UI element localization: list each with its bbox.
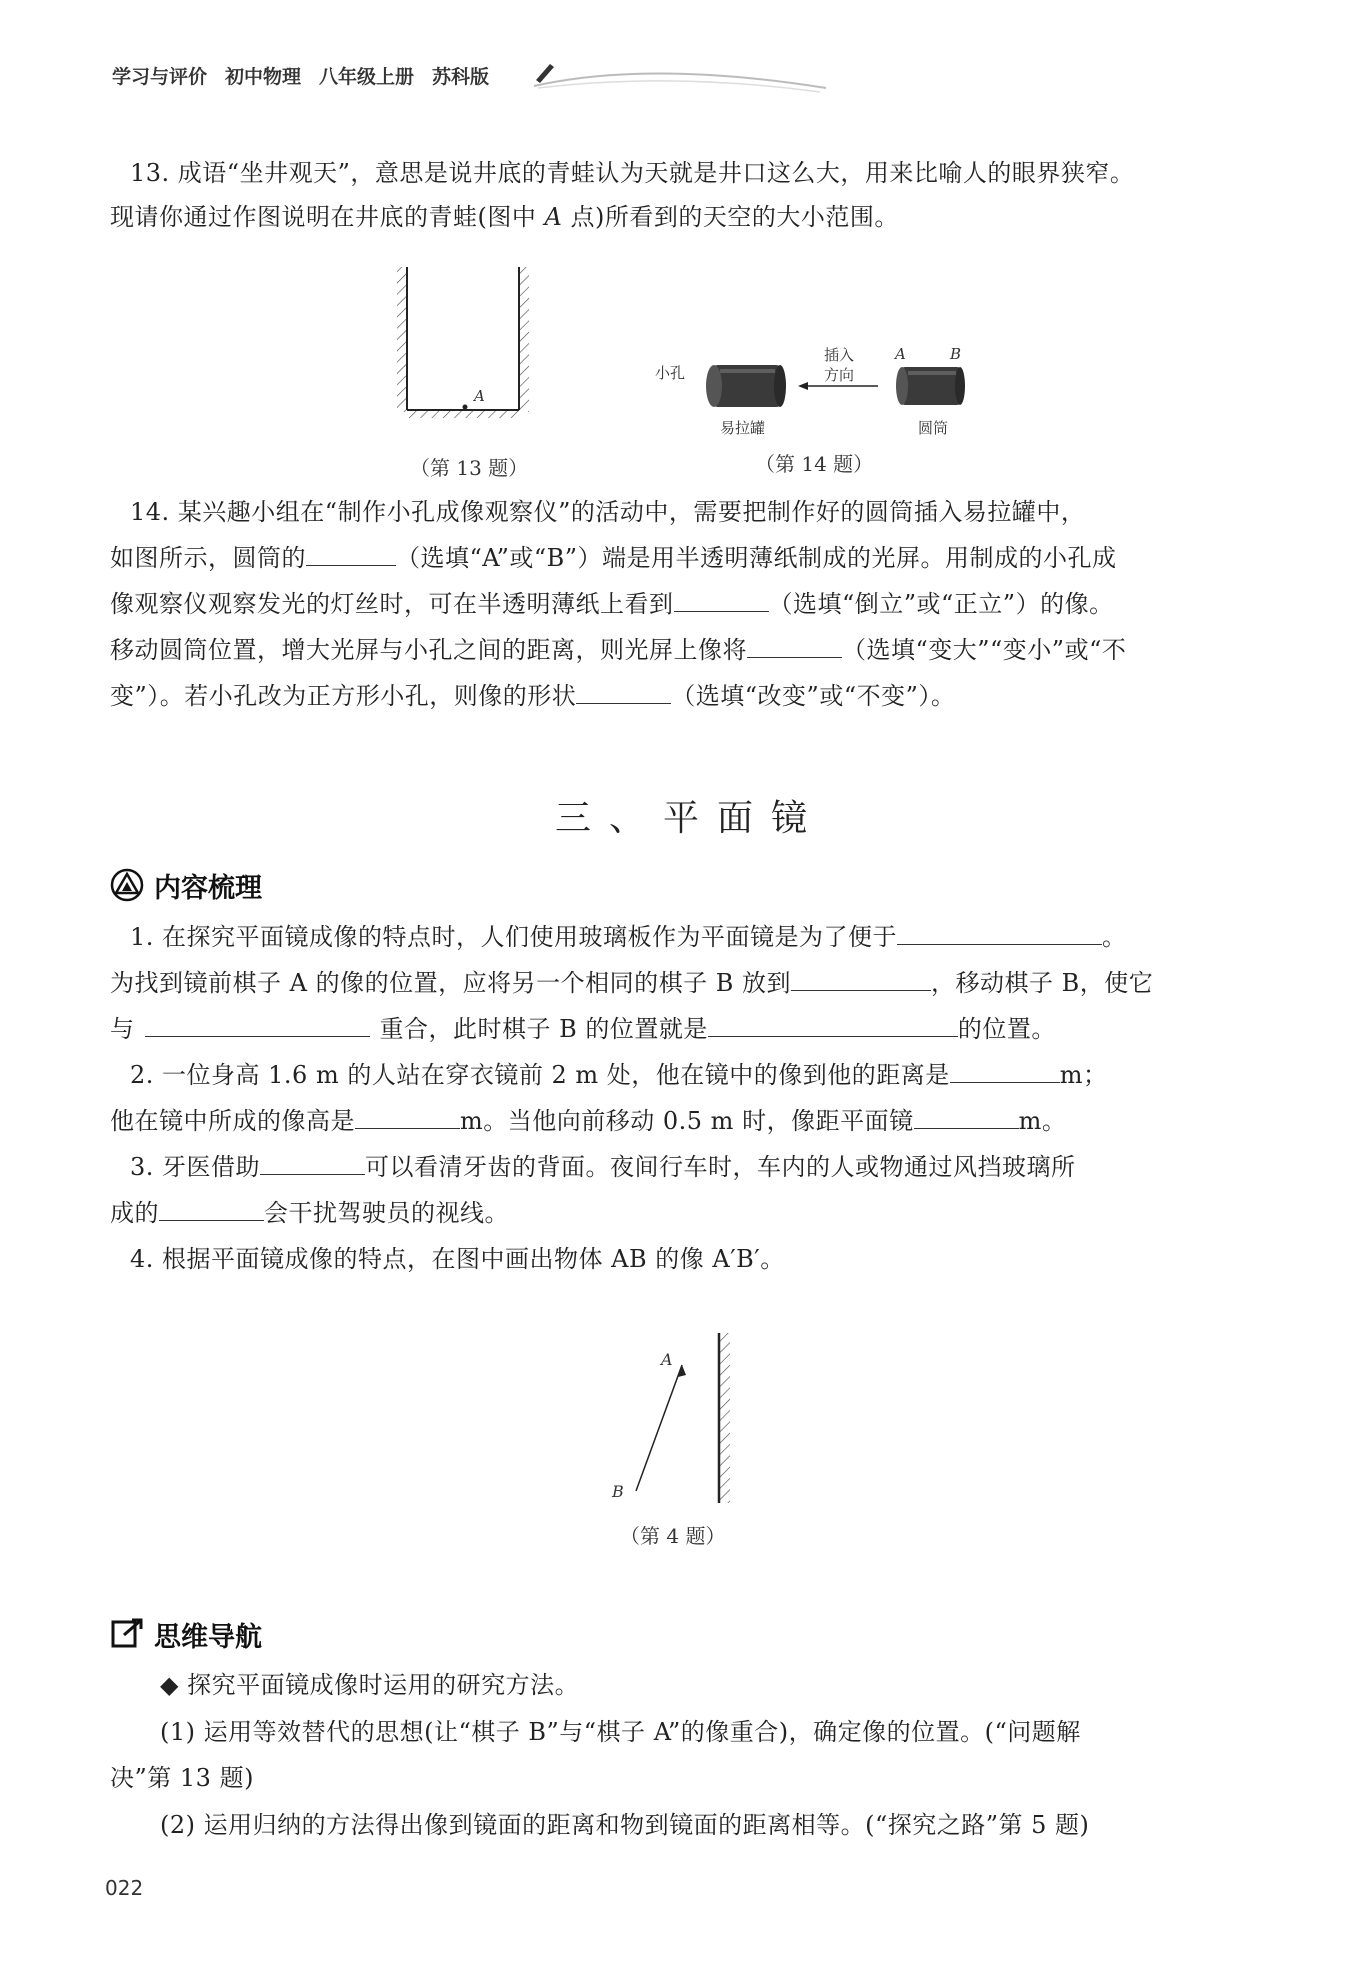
cr-p1-line3: 与 重合，此时棋子 B 的位置就是 的位置。 [110,1015,1056,1043]
q14-can-label: 易拉罐 [720,419,766,437]
cr-blank-2 [791,968,931,991]
q14-line3: 像观察仪观察发光的灯丝时，可在半透明薄纸上看到 （选填“倒立”或“正立”）的像。 [110,590,1114,618]
cr-p3-line1: 3. 牙医借助 可以看清牙齿的背面。夜间行车时，车内的人或物通过风挡玻璃所 [130,1153,1076,1181]
header-series: 学习与评价 [112,66,208,88]
cr-blank-1 [897,922,1102,945]
tn-item2-line1: (2) 运用归纳的方法得出像到镜面的距离和物到镜面的距离相等。(“探究之路”第 5 题) [160,1811,1090,1839]
q14-direction-label-2: 方向 [824,366,855,384]
q14-blank-2 [674,589,769,612]
q14-line5: 变”）。若小孔改为正方形小孔，则像的形状 （选填“改变”或“不变”）。 [110,682,956,710]
pen-icon [530,58,830,98]
fig4-caption: （第 4 题） [620,1524,726,1548]
cr-p1-line2: 为找到镜前棋子 A 的像的位置，应将另一个相同的棋子 B 放到 ，移动棋子 B，使它 [110,969,1154,997]
q14-blank-4 [576,681,671,704]
fig4-b-label: B [612,1482,624,1501]
cr-p4-line1: 4. 根据平面镜成像的特点，在图中画出物体 AB 的像 A′B′。 [130,1245,785,1273]
cr-blank-8 [260,1152,365,1175]
q13-point-label: A [474,387,485,405]
fig4-a-label: A [661,1350,673,1369]
tn-bullet: ◆ 探究平面镜成像时运用的研究方法。 [160,1671,580,1699]
cr-p3-line2: 成的 会干扰驾驶员的视线。 [110,1199,509,1227]
tn-item1-line1: (1) 运用等效替代的思想(让“棋子 B”与“棋子 A”的像重合)，确定像的位置。(“问题解 [160,1718,1081,1746]
tn-item1-line2: 决”第 13 题) [110,1764,254,1792]
q14-b-label: B [950,345,962,363]
thinking-nav-heading: 思维导航 [154,1622,262,1653]
frog-point [463,405,468,410]
q14-a-label: A [895,345,906,363]
cr-p2-line2: 他在镜中所成的像高是 m。当他向前移动 0.5 m 时，像距平面镜 m。 [110,1107,1067,1135]
cr-blank-6 [355,1106,460,1129]
cr-p2-line1: 2. 一位身高 1.6 m 的人站在穿衣镜前 2 m 处，他在镜中的像到他的距离是 m； [130,1061,1108,1089]
q14-blank-1 [306,543,396,566]
page-number: 022 [105,1876,144,1900]
object-ab [636,1365,682,1491]
well-diagram [395,262,535,422]
page-header [112,62,489,89]
q14-blank-3 [747,635,842,658]
cr-blank-5 [950,1060,1060,1083]
q14-hole-label: 小孔 [655,364,686,382]
cr-p1-line1: 1. 在探究平面镜成像的特点时，人们使用玻璃板作为平面镜是为了便于 。 [130,923,1127,951]
q14-line1: 14. 某兴趣小组在“制作小孔成像观察仪”的活动中，需要把制作好的圆筒插入易拉罐中， [130,498,1086,526]
header-grade: 八年级上册 [319,66,415,88]
navigation-arrow-icon [110,1617,144,1651]
cr-blank-4 [708,1014,958,1037]
content-review-heading: 内容梳理 [154,873,262,904]
q13-line1: 13. 成语“坐井观天”，意思是说井底的青蛙认为天就是井口这么大，用来比喻人的眼界狭窄。 [130,159,1135,187]
header-subject: 初中物理 [225,66,302,88]
q13-line2: 现请你通过作图说明在井底的青蛙(图中 A 点)所看到的天空的大小范围。 [110,203,899,231]
q14-line2: 如图所示，圆筒的 （选填“A”或“B”）端是用半透明薄纸制成的光屏。用制成的小孔成 [110,544,1117,572]
cr-blank-3 [145,1014,370,1037]
q14-caption: （第 14 题） [755,452,874,476]
section-title: 三、平面镜 [555,798,826,839]
cr-blank-7 [914,1106,1019,1129]
triangle-logo-icon [110,868,144,902]
q14-tube-label: 圆筒 [918,419,949,437]
header-edition: 苏科版 [432,66,490,88]
q13-caption: （第 13 题） [410,456,529,480]
q14-line4: 移动圆筒位置，增大光屏与小孔之间的距离，则光屏上像将 （选填“变大”“变小”或“不 [110,636,1127,664]
cr-blank-9 [159,1198,264,1221]
q14-direction-label-1: 插入 [824,346,855,364]
